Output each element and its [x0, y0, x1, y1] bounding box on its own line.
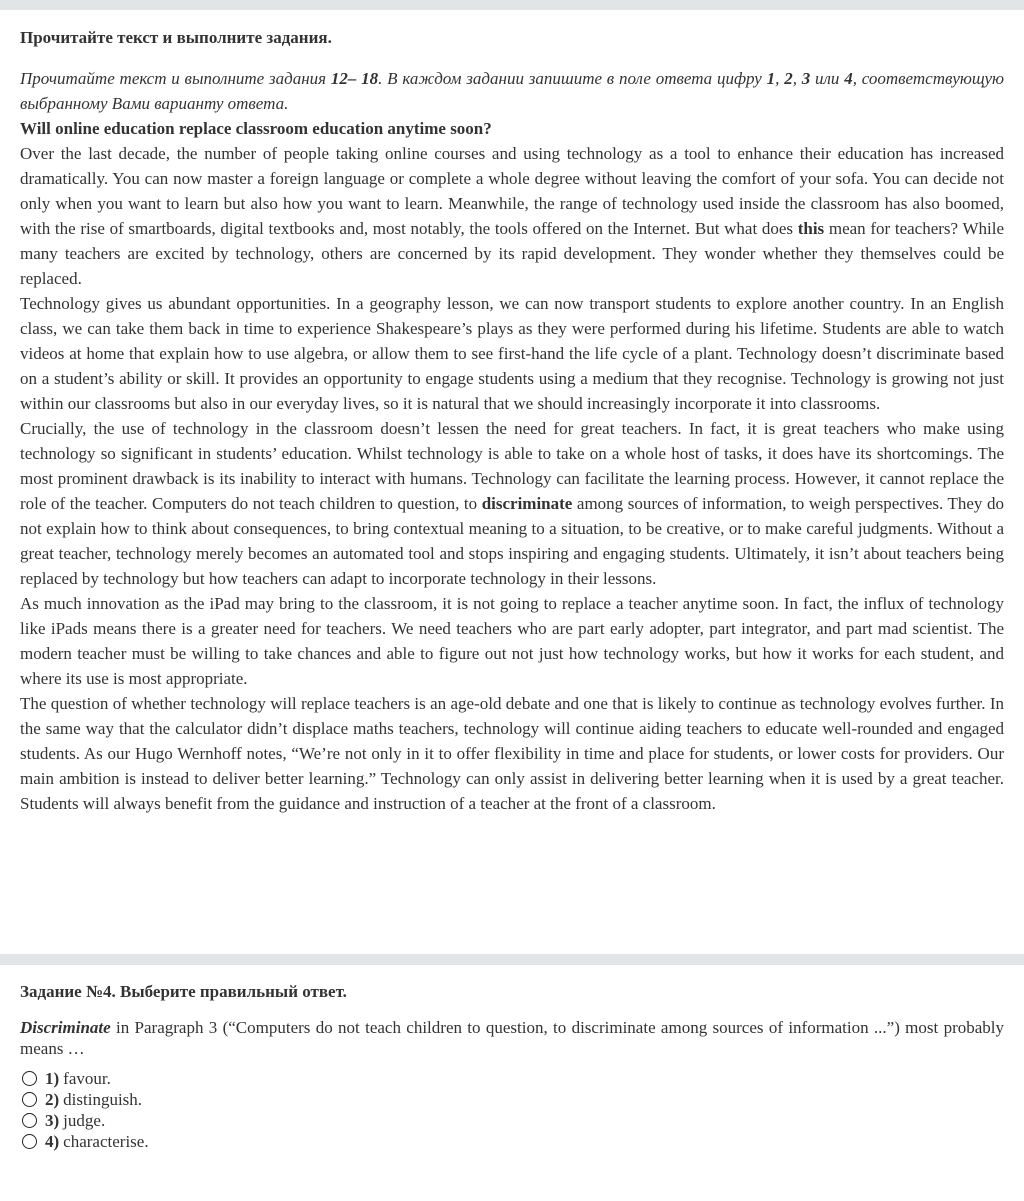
paragraph-text: mean for teachers? While many teachers are excited by technology, others are concerned by its rapid development. They wonder whether they themselves could be replaced. [20, 219, 1004, 288]
task-heading: Задание №4. Выберите правильный ответ. [20, 982, 347, 1001]
highlighted-word: discriminate [481, 494, 573, 513]
section-divider-bar [0, 954, 1024, 965]
task-range: 12– 18 [330, 69, 379, 88]
article-paragraph-5: The question of whether technology will replace teachers is an age-old debate and one that is likely to continue as technology evolves further. In the same way that the calculator didn’t displace maths teachers, technology will continue aiding teachers to educate well-rounded and engaged students. As our Hugo Wernhoff notes, “We’re not only in it to offer flexibility in time and place for students, or lower costs for providers. Our main ambition is instead to deliver better learning.” Technology can only assist in delivering better learning when it is used by a great teacher. Students will always benefit from the guidance and instruction of a teacher at the front of a classroom. [20, 694, 1004, 813]
paragraph-text: Crucially, the use of technology in the classroom doesn’t lessen the need for great teachers. In fact, it is great teachers who make using technology so significant in students’ education. Whilst technology is able to take on a whole host of tasks, it does have its shortcomings. The most prominent drawback is its inability to interact with humans. Technology can facilitate the learning process. However, it cannot replace the role of the teacher. Computers do not teach children to question, to [20, 419, 1004, 513]
article-paragraph-3 [20, 416, 1004, 591]
answer-digit: 3 [801, 69, 811, 88]
article-paragraph-2: Technology gives us abundant opportunities. In a geography lesson, we can now transport students to explore another country. In an English class, we can take them back in time to experience Shakespeare’s plays as they were performed during his lifetime. Students are able to watch videos at home that explain how to use algebra, or allow them to see first-hand the life cycle of a plant. Technology doesn’t discriminate based on a student’s ability or skill. It provides an opportunity to engage students using a medium that they recognise. Technology is growing not just within our classrooms but also in our everyday lives, so it is natural that we should increasingly incorporate it into classrooms. [20, 294, 1004, 413]
reading-section [20, 10, 1004, 816]
option-label: distinguish. [63, 1089, 143, 1109]
option-number: 2) [45, 1089, 60, 1109]
radio-button-icon[interactable] [22, 1113, 37, 1128]
paragraph-text: among sources of information, to weigh perspectives. They do not explain how to think about consequences, to bring contextual meaning to a situation, to be creative, or to make careful judgments. Without a great teacher, technology merely becomes an automated tool and stops inspiring and engaging students. Ultimately, it isn’t about teachers being replaced by technology but how teachers can adapt to incorporate technology in their lessons. [20, 494, 1004, 588]
instructions-text: . В каждом задании запишите в поле ответа цифру [378, 69, 767, 88]
radio-button-icon[interactable] [22, 1092, 37, 1107]
answer-digit: 2 [784, 69, 793, 88]
answer-option-4[interactable] [20, 1131, 1004, 1152]
top-divider-bar [0, 0, 1024, 10]
task-section [20, 965, 1004, 1152]
question-body: in Paragraph 3 (“Computers do not teach children to question, to discriminate among sources of information ...”) most probably means … [20, 1018, 1004, 1058]
answer-option-1[interactable] [20, 1068, 1004, 1089]
question-term: Discriminate [20, 1018, 111, 1037]
answer-digit: 1 [766, 69, 776, 88]
separator-text: , [775, 69, 785, 88]
option-number: 4) [45, 1131, 60, 1151]
task-instructions [20, 66, 1004, 116]
article-paragraph-4: As much innovation as the iPad may bring to the classroom, it is not going to replace a teacher anytime soon. In fact, the influx of technology like iPads means there is a greater need for teachers. We need teachers who are part early adopter, part integrator, and part mad scientist. The modern teacher must be willing to take chances and able to figure out not just how technology works, but how it works for each student, and where its use is most appropriate. [20, 594, 1004, 688]
article-paragraph-1 [20, 141, 1004, 291]
radio-button-icon[interactable] [22, 1071, 37, 1086]
option-label: characterise. [63, 1131, 149, 1151]
option-label: judge. [63, 1110, 106, 1130]
answer-option-3[interactable] [20, 1110, 1004, 1131]
option-number: 1) [45, 1068, 60, 1088]
option-label: favour. [63, 1068, 111, 1088]
answer-option-2[interactable] [20, 1089, 1004, 1110]
highlighted-word: this [797, 219, 825, 238]
paragraph-text: Over the last decade, the number of people taking online courses and using technology as a tool to enhance their education has increased dramatically. You can now master a foreign language or complete a whole degree without leaving the comfort of your sofa. You can decide not only when you want to learn but also how you want to learn. Meanwhile, the range of technology used inside the classroom has also boomed, with the rise of smartboards, digital textbooks and, most notably, the tools offered on the Internet. But what does [20, 144, 1004, 238]
radio-button-icon[interactable] [22, 1134, 37, 1149]
answer-options [20, 1068, 1004, 1152]
article-title: Will online education replace classroom education anytime soon? [20, 119, 492, 138]
instructions-text: Прочитайте текст и выполните задания [20, 69, 331, 88]
instructions-text: , соответствующую выбранному Вами варианту ответа. [20, 69, 1005, 113]
answer-digit: 4 [844, 69, 853, 88]
separator-text: , [792, 69, 802, 88]
option-number: 3) [45, 1110, 60, 1130]
section-heading: Прочитайте текст и выполните задания. [20, 28, 332, 47]
question-text [20, 1017, 1004, 1059]
separator-text: или [810, 69, 845, 88]
